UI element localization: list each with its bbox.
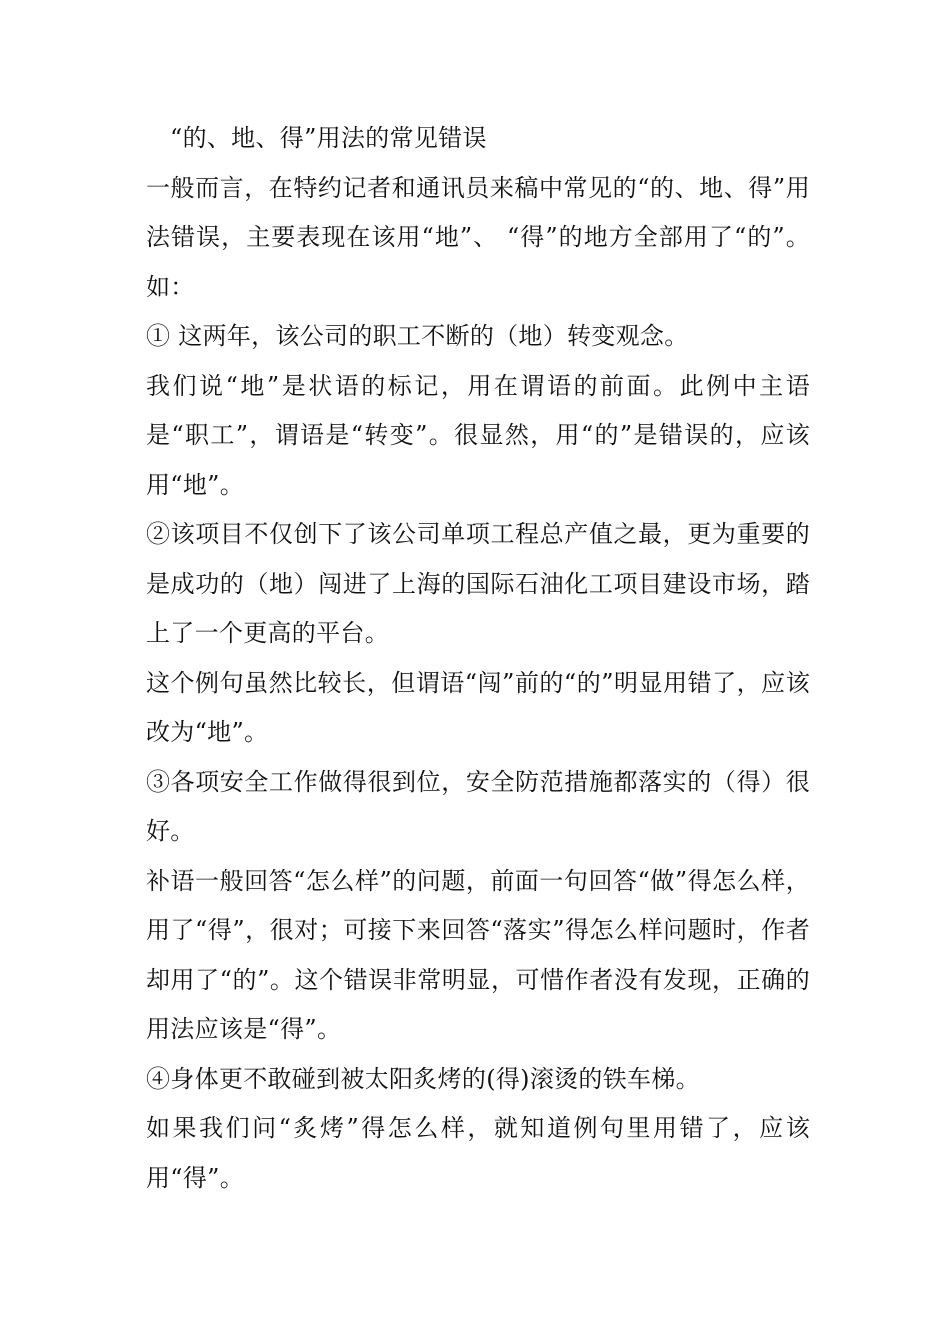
example-4: ④身体更不敢碰到被太阳炙烤的(得)滚烫的铁车梯。 xyxy=(146,1064,700,1093)
document-title: “的、地、得”用法的常见错误 xyxy=(170,124,487,152)
explanation-3: 补语一般回答“怎么样”的问题，前面一句回答“做”得怎么样，用了“得”，很对；可接下来回答“落实”得怎么样问题时，作者却用了“的”。这个错误非常明显，可惜作者没有发现，正确的用法应该是“得”。 xyxy=(146,866,810,1043)
example-3: ③各项安全工作做得很到位，安全防范措施都落实的（得）很好。 xyxy=(146,767,810,845)
intro-paragraph: 一般而言，在特约记者和通讯员来稿中常见的“的、地、得”用法错误，主要表现在该用“地”、 “得”的地方全部用了“的”。如： xyxy=(146,173,810,301)
explanation-4: 如果我们问“炙烤”得怎么样，就知道例句里用错了，应该用“得”。 xyxy=(146,1114,810,1192)
explanation-1: 我们说“地”是状语的标记，用在谓语的前面。此例中主语是“职工”，谓语是“转变”。很显然，用“的”是错误的，应该用“地”。 xyxy=(146,371,810,499)
example-1: ① 这两年，该公司的职工不断的（地）转变观念。 xyxy=(146,322,689,350)
document-body xyxy=(146,114,810,1203)
explanation-2: 这个例句虽然比较长，但谓语“闯”前的“的”明显用错了，应该改为“地”。 xyxy=(146,668,810,746)
example-2: ②该项目不仅创下了该公司单项工程总产值之最，更为重要的是成功的（地）闯进了上海的国际石油化工项目建设市场，踏上了一个更高的平台。 xyxy=(146,520,810,647)
